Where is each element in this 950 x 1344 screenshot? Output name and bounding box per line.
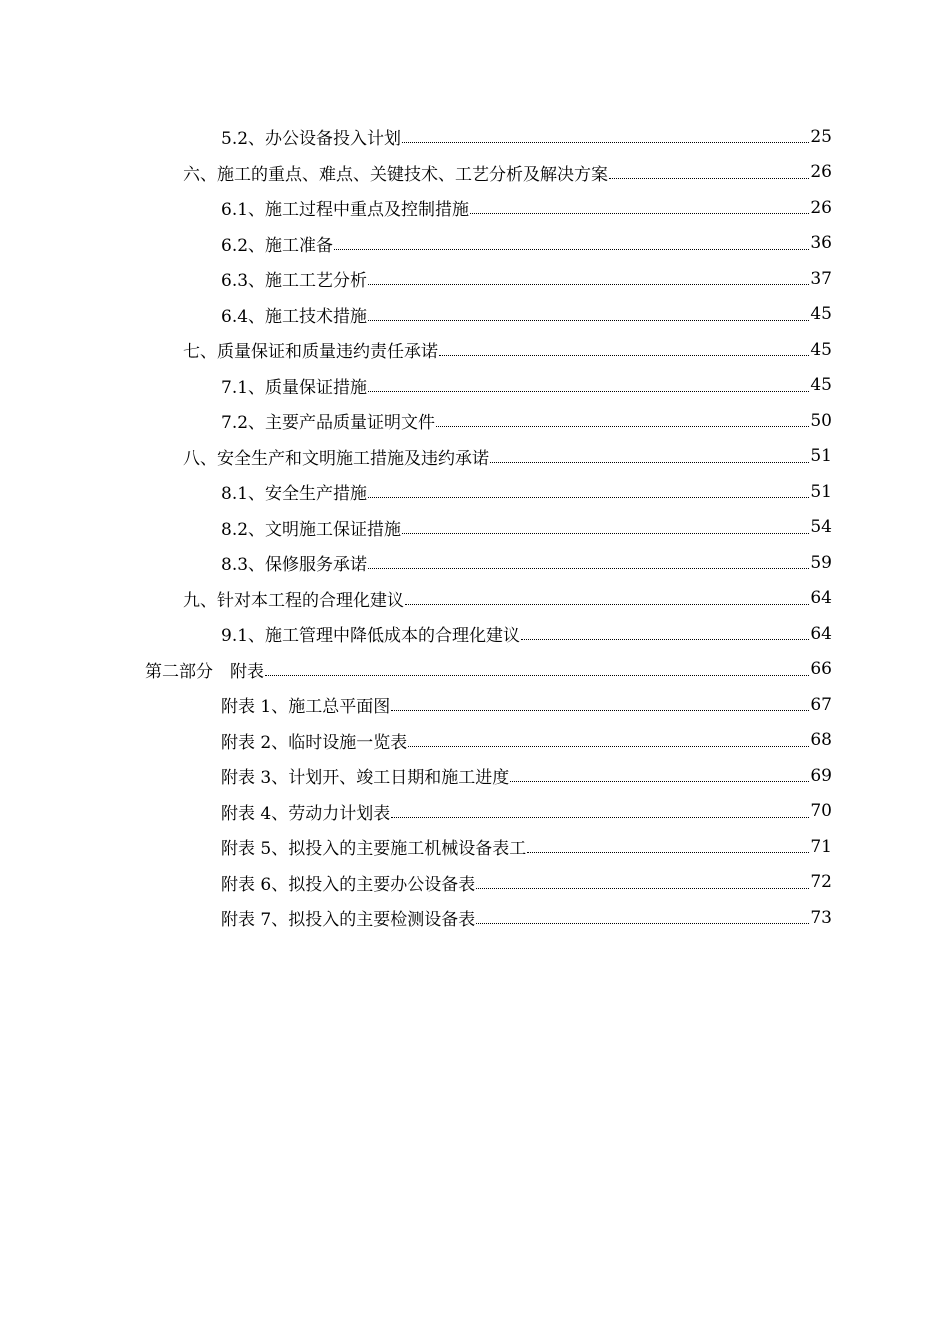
toc-entry-page-number: 51	[810, 481, 832, 502]
toc-dot-leader	[527, 852, 809, 853]
table-of-contents	[0, 119, 950, 936]
toc-entry[interactable]	[0, 297, 950, 333]
toc-entry[interactable]	[0, 865, 950, 901]
toc-dot-leader	[368, 568, 809, 569]
toc-entry-page-number: 64	[810, 623, 832, 644]
toc-entry-page-number: 45	[810, 304, 832, 325]
toc-entry-title: 七、质量保证和质量违约责任承诺	[183, 342, 438, 363]
toc-entry[interactable]	[0, 545, 950, 581]
toc-dot-leader	[476, 923, 809, 924]
toc-entry-title: 6.3、施工工艺分析	[221, 271, 368, 292]
toc-entry-page-number: 25	[810, 126, 832, 147]
toc-dot-leader	[470, 213, 809, 214]
toc-entry-page-number: 64	[810, 588, 832, 609]
toc-dot-leader	[476, 888, 809, 889]
toc-entry-page-number: 68	[810, 730, 832, 751]
toc-entry[interactable]	[0, 155, 950, 191]
toc-entry-title: 6.1、施工过程中重点及控制措施	[221, 200, 470, 221]
toc-dot-leader	[265, 675, 809, 676]
toc-dot-leader	[609, 178, 809, 179]
toc-entry-title: 九、针对本工程的合理化建议	[183, 590, 404, 611]
toc-dot-leader	[490, 462, 809, 463]
toc-entry[interactable]	[0, 900, 950, 936]
toc-dot-leader	[368, 391, 809, 392]
toc-entry-page-number: 26	[810, 197, 832, 218]
toc-entry-title: 6.2、施工准备	[221, 235, 334, 256]
toc-entry-title: 八、安全生产和文明施工措施及违约承诺	[183, 448, 489, 469]
toc-entry-title: 六、施工的重点、难点、关键技术、工艺分析及解决方案	[183, 164, 608, 185]
toc-entry-title: 附表 1、施工总平面图	[221, 697, 391, 718]
toc-entry[interactable]	[0, 403, 950, 439]
toc-entry-title: 7.1、质量保证措施	[221, 377, 368, 398]
toc-dot-leader	[408, 746, 809, 747]
toc-entry[interactable]	[0, 794, 950, 830]
toc-dot-leader	[405, 604, 809, 605]
toc-entry[interactable]	[0, 261, 950, 297]
toc-entry-page-number: 59	[810, 552, 832, 573]
toc-entry-title: 第二部分 附表	[145, 661, 264, 682]
toc-dot-leader	[439, 355, 809, 356]
toc-entry-title: 8.2、文明施工保证措施	[221, 519, 402, 540]
toc-entry[interactable]	[0, 226, 950, 262]
toc-entry-title: 6.4、施工技术措施	[221, 306, 368, 327]
toc-dot-leader	[436, 426, 809, 427]
toc-entry-page-number: 67	[810, 694, 832, 715]
toc-entry-title: 5.2、办公设备投入计划	[221, 129, 402, 150]
toc-entry[interactable]	[0, 190, 950, 226]
toc-dot-leader	[402, 142, 809, 143]
toc-entry[interactable]	[0, 687, 950, 723]
toc-entry-page-number: 36	[810, 233, 832, 254]
toc-entry-title: 附表 3、计划开、竣工日期和施工进度	[221, 768, 510, 789]
toc-dot-leader	[368, 284, 809, 285]
toc-entry[interactable]	[0, 332, 950, 368]
toc-entry[interactable]	[0, 581, 950, 617]
toc-entry-title: 9.1、施工管理中降低成本的合理化建议	[221, 626, 521, 647]
toc-entry-page-number: 37	[810, 268, 832, 289]
toc-entry[interactable]	[0, 723, 950, 759]
toc-entry-page-number: 72	[810, 872, 832, 893]
toc-entry[interactable]	[0, 368, 950, 404]
toc-dot-leader	[521, 639, 809, 640]
toc-entry[interactable]	[0, 616, 950, 652]
toc-dot-leader	[402, 533, 809, 534]
toc-entry-title: 8.3、保修服务承诺	[221, 555, 368, 576]
toc-entry[interactable]	[0, 510, 950, 546]
toc-entry-page-number: 54	[810, 517, 832, 538]
toc-entry-title: 7.2、主要产品质量证明文件	[221, 413, 436, 434]
toc-dot-leader	[391, 817, 809, 818]
toc-entry[interactable]	[0, 439, 950, 475]
toc-entry[interactable]	[0, 758, 950, 794]
toc-entry-page-number: 45	[810, 375, 832, 396]
toc-entry-page-number: 71	[810, 836, 832, 857]
toc-entry-title: 附表 6、拟投入的主要办公设备表	[221, 874, 476, 895]
toc-entry-title: 8.1、安全生产措施	[221, 484, 368, 505]
toc-entry-page-number: 69	[810, 765, 832, 786]
toc-dot-leader	[391, 710, 809, 711]
toc-entry-title: 附表 5、拟投入的主要施工机械设备表工	[221, 839, 527, 860]
toc-entry-title: 附表 7、拟投入的主要检测设备表	[221, 910, 476, 931]
toc-entry-page-number: 73	[810, 907, 832, 928]
toc-entry-page-number: 70	[810, 801, 832, 822]
toc-entry-page-number: 26	[810, 162, 832, 183]
toc-entry-page-number: 45	[810, 339, 832, 360]
toc-dot-leader	[368, 497, 809, 498]
toc-entry-page-number: 51	[810, 446, 832, 467]
toc-dot-leader	[510, 781, 809, 782]
toc-entry[interactable]	[0, 119, 950, 155]
toc-entry-title: 附表 2、临时设施一览表	[221, 732, 408, 753]
toc-entry-title: 附表 4、劳动力计划表	[221, 803, 391, 824]
toc-entry-page-number: 66	[810, 659, 832, 680]
toc-entry[interactable]	[0, 829, 950, 865]
toc-entry-page-number: 50	[810, 410, 832, 431]
toc-entry[interactable]	[0, 652, 950, 688]
toc-dot-leader	[368, 320, 809, 321]
toc-entry[interactable]	[0, 474, 950, 510]
toc-dot-leader	[334, 249, 809, 250]
